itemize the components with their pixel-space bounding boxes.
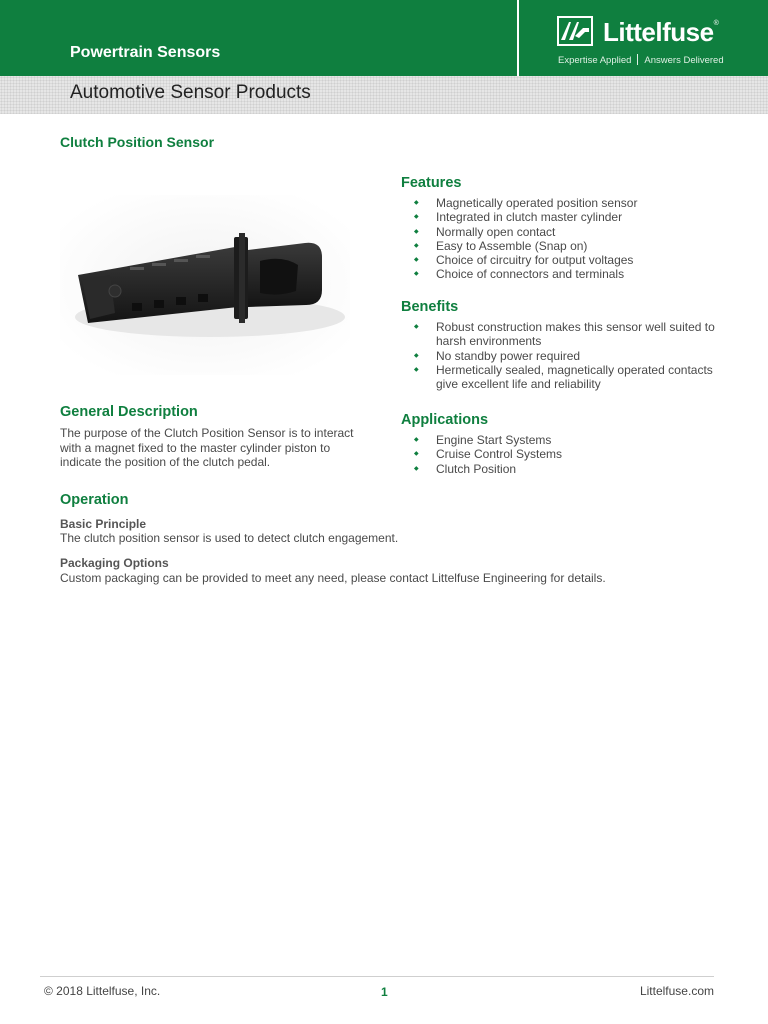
littelfuse-logo[interactable]: [557, 14, 737, 70]
list-item: ◆ Easy to Assemble (Snap on): [414, 239, 734, 253]
list-item: ◆ Engine Start Systems: [414, 433, 734, 447]
page-header: [0, 0, 768, 76]
features-heading: Features: [401, 175, 462, 191]
applications-list: [414, 433, 734, 476]
footer-copyright: © 2018 Littelfuse, Inc.: [44, 984, 161, 998]
packaging-options-heading: Packaging Options: [60, 556, 169, 570]
product-image: [60, 195, 350, 375]
section-title: Powertrain Sensors: [70, 44, 221, 61]
list-item: ◆ Clutch Position: [414, 462, 734, 476]
list-item: ◆ Magnetically operated position sensor: [414, 196, 734, 210]
list-item: ◆ Choice of connectors and terminals: [414, 267, 734, 281]
list-item: ◆ Normally open contact: [414, 225, 734, 239]
header-section-panel: [0, 0, 517, 76]
tagline-separator: [637, 54, 638, 65]
page-number: 1: [381, 985, 388, 999]
littelfuse-mark-icon: [557, 16, 593, 46]
list-item: ◆ Robust construction makes this sensor well suited to harsh environments: [414, 320, 734, 349]
product-title: Clutch Position Sensor: [60, 134, 215, 150]
list-item: ◆ Integrated in clutch master cylinder: [414, 210, 734, 224]
list-item: ◆ Hermetically sealed, magnetically operated contacts give excellent life and reliability: [414, 363, 734, 392]
basic-principle-heading: Basic Principle: [60, 517, 147, 531]
footer-divider: [40, 976, 714, 977]
list-item: ◆ Cruise Control Systems: [414, 447, 734, 461]
general-description-heading: General Description: [60, 404, 198, 420]
logo-wordmark: [603, 17, 718, 48]
logo-word-text: Littelfuse: [603, 17, 714, 47]
basic-principle-text: The clutch position sensor is used to detect clutch engagement.: [60, 531, 399, 545]
band-title: Automotive Sensor Products: [70, 82, 311, 103]
packaging-options-text: Custom packaging can be provided to meet any need, please contact Littelfuse Engineering for details.: [60, 571, 606, 585]
benefits-heading: Benefits: [401, 299, 459, 315]
registered-mark: ®: [713, 20, 719, 27]
benefits-list: [414, 320, 734, 391]
general-description-text: The purpose of the Clutch Position Sensor is to interact with a magnet fixed to the master cylinder piston to indicate the position of the clutch pedal.: [60, 426, 354, 469]
operation-heading: Operation: [60, 492, 129, 508]
tagline-right: Answers Delivered: [644, 55, 724, 66]
tagline-left: Expertise Applied: [558, 55, 632, 66]
features-list: [414, 196, 734, 282]
applications-heading: Applications: [401, 412, 489, 428]
list-item: ◆ Choice of circuitry for output voltages: [414, 253, 734, 267]
header-divider: [517, 0, 519, 76]
list-item: ◆ No standby power required: [414, 349, 734, 363]
footer-site-link[interactable]: Littelfuse.com: [639, 984, 714, 998]
logo-tagline: [558, 54, 724, 66]
